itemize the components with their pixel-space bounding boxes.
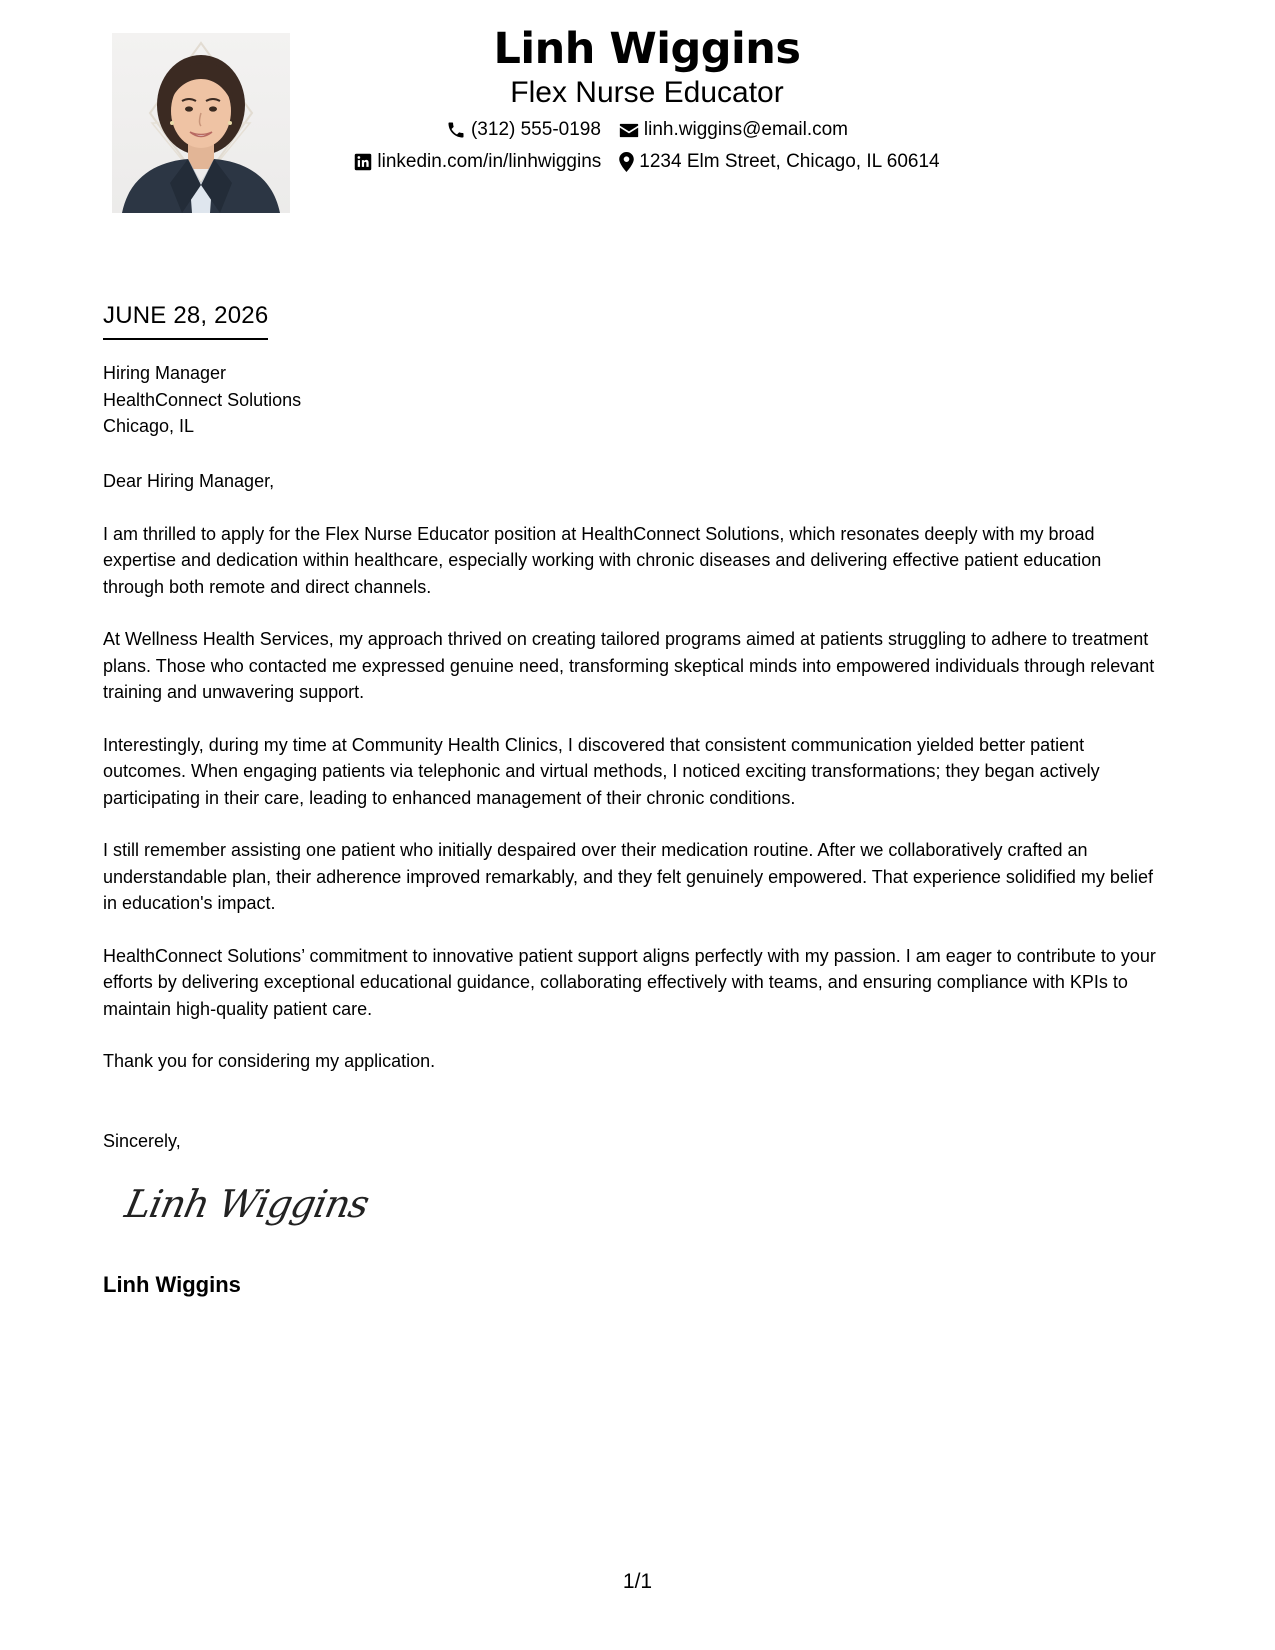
linkedin-icon (354, 153, 372, 171)
profile-photo (112, 33, 290, 213)
recipient-line: HealthConnect Solutions (103, 389, 302, 410)
letter-header (290, 22, 1004, 174)
phone-icon (446, 120, 466, 140)
recipient-line: Chicago, IL (103, 416, 195, 436)
recipient-line: Hiring Manager (103, 363, 227, 383)
contact-phone[interactable] (446, 118, 601, 142)
body-paragraph: At Wellness Health Services, my approach thrived on creating tailored programs aimed at patients struggling to adhere to treatment plans. Those who contacted me expressed genuine need, transforming skeptical minds into empowered individuals through relevant training and unwavering support. (103, 629, 1155, 702)
closing: Sincerely, (103, 1131, 181, 1151)
applicant-title: Flex Nurse Educator (510, 76, 784, 109)
map-marker-icon (619, 152, 634, 172)
handwritten-signature: Linh Wiggins (121, 1182, 373, 1226)
body-paragraph: I am thrilled to apply for the Flex Nurse Educator position at HealthConnect Solutions, which resonates deeply with my broad expertise and dedication within healthcare, especially working with chronic diseases and delivering effective patient education through both remote and direct channels. (103, 523, 1102, 597)
phone-text: (312) 555-0198 (470, 119, 601, 140)
contact-address (619, 150, 939, 174)
salutation: Dear Hiring Manager, (103, 471, 275, 491)
contact-linkedin[interactable] (354, 150, 601, 174)
signed-name: Linh Wiggins (103, 1272, 241, 1297)
linkedin-text: linkedin.com/in/linhwiggins (377, 151, 602, 172)
contact-email[interactable] (619, 118, 848, 142)
address-text: 1234 Elm Street, Chicago, IL 60614 (639, 151, 940, 172)
body-paragraph: Interestingly, during my time at Community Health Clinics, I discovered that consistent communication yielded better patient outcomes. When engaging patients via telephonic and virtual methods, I noticed exciting transformations; they began actively participating in their care, leading to enhanced management of their chronic conditions. (103, 734, 1100, 808)
contact-line-secondary (290, 150, 1004, 174)
envelope-icon (619, 122, 639, 139)
contact-line-primary (290, 118, 1004, 142)
body-paragraph: I still remember assisting one patient who initially despaired over their medication routine. After we collaboratively crafted an understandable plan, their adherence improved remarkably, and they felt genuinely empowered. That experience solidified my belief in education's impact. (103, 840, 1153, 913)
applicant-name: Linh Wiggins (493, 24, 801, 74)
letter-date: JUNE 28, 2026 (103, 300, 268, 340)
body-paragraph: Thank you for considering my application. (103, 1051, 436, 1071)
body-paragraph: HealthConnect Solutions’ commitment to innovative patient support aligns perfectly with my passion. I am eager to contribute to your efforts by delivering exceptional educational guidance, collaborating effectively with teams, and ensuring compliance with KPIs to maintain high-quality patient care. (103, 945, 1156, 1019)
recipient-block (103, 360, 301, 440)
email-text: linh.wiggins@email.com (643, 119, 849, 140)
page-number: 1/1 (622, 1570, 653, 1593)
letter-body (103, 468, 1163, 1101)
